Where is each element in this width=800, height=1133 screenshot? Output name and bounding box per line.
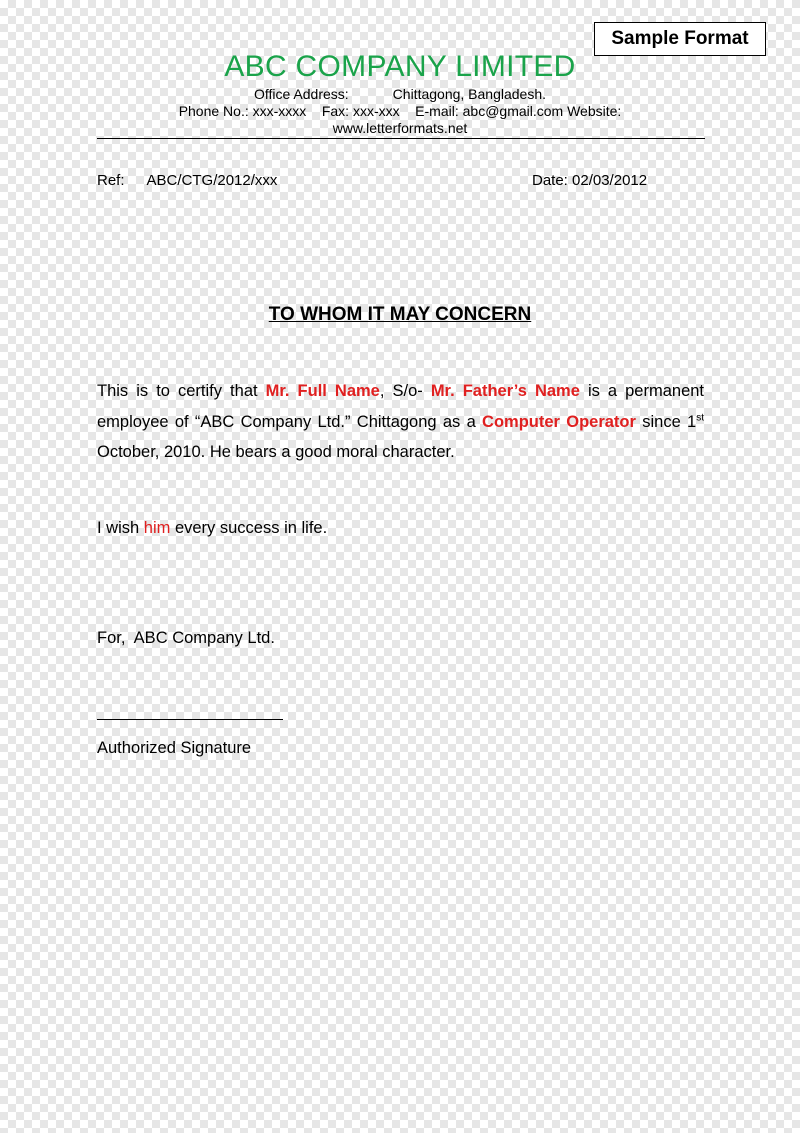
contact-line: Phone No.: xxx-xxxx Fax: xxx-xxx E-mail: abc@gmail.com Website: xyxy=(178,103,622,119)
office-label: Office Address: xyxy=(253,86,349,102)
ref-label: Ref: xyxy=(97,172,125,189)
header-divider xyxy=(97,138,705,139)
closing-line: For, ABC Company Ltd. xyxy=(97,629,275,647)
ref-value: ABC/CTG/2012/xxx xyxy=(146,172,278,189)
employee-name: Mr. Full Name xyxy=(265,382,380,400)
text-segment: , S/o- xyxy=(379,382,431,400)
text-segment: I wish xyxy=(97,519,144,537)
father-name: Mr. Father’s Name xyxy=(430,382,580,400)
company-name: ABC COMPANY LIMITED xyxy=(224,50,576,83)
office-value: Chittagong, Bangladesh. xyxy=(392,86,547,102)
job-position: Computer Operator xyxy=(482,412,636,431)
text-segment: This is to certify that xyxy=(97,382,266,400)
signature-line xyxy=(97,719,283,720)
certification-paragraph xyxy=(97,376,704,468)
signature-label: Authorized Signature xyxy=(97,739,252,757)
office-address xyxy=(0,86,800,103)
text-segment: October, 2010. He bears a good moral character. xyxy=(97,443,455,461)
reference xyxy=(97,172,277,189)
pronoun: him xyxy=(143,519,171,537)
sample-format-badge: Sample Format xyxy=(594,22,766,56)
letter-subject: TO WHOM IT MAY CONCERN xyxy=(268,304,532,325)
text-segment: since 1 xyxy=(635,412,697,431)
letter-date: Date: 02/03/2012 xyxy=(532,172,648,189)
website: www.letterformats.net xyxy=(332,120,468,136)
ordinal-suffix: st xyxy=(696,412,704,423)
text-segment: every success in life. xyxy=(170,519,328,537)
wish-line xyxy=(97,519,327,538)
text-segment: is a permanent employee of “ABC Company Ltd.” Chittagong as a xyxy=(97,382,705,431)
